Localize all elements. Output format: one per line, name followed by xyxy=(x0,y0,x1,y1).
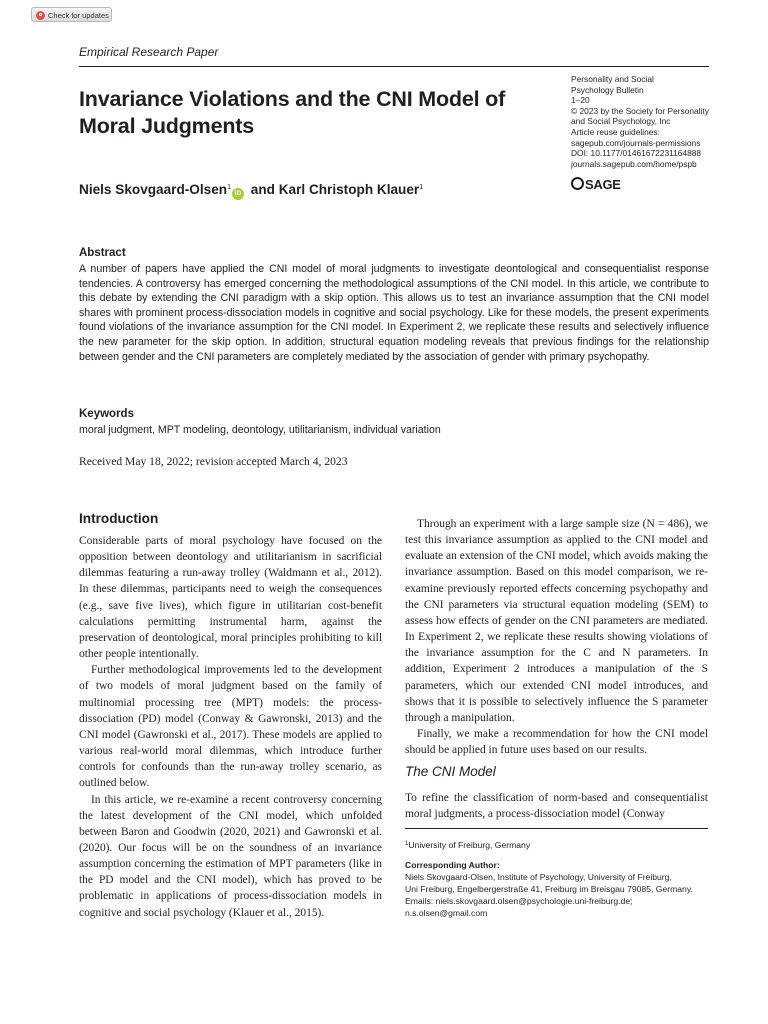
paragraph: In this article, we re-examine a recent controversy concerning the latest development of the CNI model, which unfolded between Baron and Goodwin (2020, 2021) and Gawronski et al. (2020). Our focus will be on the soundness of an invariance assumption concerning the estimation of MPT parameters (like in the PD model and the CNI model), which has proved to be problematic in applications of process-dissociation models in cognitive and social psychology (Klauer et al., 2015). xyxy=(79,793,382,919)
journal-info-line: © 2023 by the Society for Personality xyxy=(571,105,709,116)
journal-info-line: Article reuse guidelines: xyxy=(571,126,660,137)
author-list xyxy=(79,182,423,200)
orcid-icon[interactable]: iD xyxy=(232,188,244,200)
journal-reuse-link[interactable]: sagepub.com/journals-permissions xyxy=(571,137,701,148)
affiliation-footnote xyxy=(405,838,725,851)
doi-link[interactable]: DOI: 10.1177/01461672231164888 xyxy=(571,148,702,159)
journal-info-line: and Social Psychology, Inc xyxy=(571,116,671,127)
paragraph: Through an experiment with a large sample size (N = 486), we test this invariance assumption as applied to the CNI model and evaluate an extension of the CNI model, which avoids making the invariance assumption. Based on this model comparison, we re-examine previously reported effects concerning psychopathy and the CNI parameters via structural equation modeling (SEM) to assess how effects of gender on the CNI parameters are mediated. In Experiment 2, we replicate these results showing violations of the invariance assumption for the C and N parameters. In addition, Experiment 2 introduces a manipulation of the S parameters, which our extended CNI model introduces, and shows that it is possible to selectively influence the S parameter through a manipulation. xyxy=(405,518,708,724)
cni-model-text xyxy=(405,790,708,822)
corresponding-author-line: Niels Skovgaard-Olsen, Institute of Psychology, University of Freiburg, xyxy=(405,872,672,882)
corresponding-author-heading: Corresponding Author: xyxy=(405,860,500,870)
right-column xyxy=(405,516,708,758)
section-label: Empirical Research Paper xyxy=(79,45,219,59)
author-name: Niels Skovgaard-Olsen xyxy=(79,182,228,197)
publisher-name: SAGE xyxy=(585,177,621,192)
paper-title: Invariance Violations and the CNI Model of Moral Judgments xyxy=(79,87,506,138)
cni-model-heading: The CNI Model xyxy=(405,764,496,779)
paragraph: Considerable parts of moral psychology have focused on the opposition between deontology and utilitarianism in sacrificial dilemmas featuring a run-away trolley (Waldmann et al., 2012). In these dilemmas, participants need to weigh the consequences (e.g., save five lives), which figure in utilitarian cost-benefit calculations permitting instrumental harm, against the preservation of deontological, moral principles prohibiting to kill other people intentionally. xyxy=(79,535,382,661)
received-dates: Received May 18, 2022; revision accepted March 4, 2023 xyxy=(79,455,348,468)
corresponding-author-line: Uni Freiburg, Engelbergerstraße 41, Freiburg im Breisgau 79085, Germany. xyxy=(405,884,693,894)
affiliation-marker: 1 xyxy=(419,184,424,191)
journal-info-line: Personality and Social xyxy=(571,74,654,84)
corresponding-author-email[interactable]: Emails: niels.skovgaard.olsen@psychologie.uni-freiburg.de; xyxy=(405,896,633,906)
journal-info-line: Psychology Bulletin xyxy=(571,84,644,95)
abstract-text: A number of papers have applied the CNI model of moral judgments to investigate deontological and consequentialist response tendencies. A controversy has emerged concerning the methodological assumptions of the CNI model. In this article, we contribute to this debate by extending the CNI paradigm with a skip option. This allows us to test an invariance assumption that the CNI model shares with prominent process-dissociation models in cognitive and social psychology. Like for these models, the present experiments found violations of the invariance assumption for the CNI model. In Experiment 2, we replicate these results and selectively influence the new parameter for the skip option. In addition, structural equation modeling reveals that previous findings for the relationship between gender and the CNI parameters are completely mediated by the association of gender with primary psychopathy. xyxy=(79,263,709,363)
abstract-heading: Abstract xyxy=(79,247,126,259)
journal-home-link[interactable]: journals.sagepub.com/home/pspb xyxy=(571,158,697,169)
footnote-divider xyxy=(405,828,708,829)
journal-info-line: 1–20 xyxy=(571,95,590,106)
publisher-logo xyxy=(571,177,621,192)
paragraph: Finally, we make a recommendation for how the CNI model should be applied in future uses based on our results. xyxy=(405,728,708,757)
check-for-updates-label: Check for updates xyxy=(48,11,109,20)
footnotes xyxy=(405,838,725,919)
check-for-updates-icon xyxy=(36,11,45,20)
author-connector: and xyxy=(250,182,275,197)
corresponding-author-email[interactable]: n.s.olsen@gmail.com xyxy=(405,908,488,918)
keywords-heading: Keywords xyxy=(79,408,134,420)
check-for-updates-button[interactable] xyxy=(31,7,112,22)
left-column xyxy=(79,533,382,921)
journal-info xyxy=(571,74,721,169)
header-divider xyxy=(79,66,709,67)
author-name: Karl Christoph Klauer xyxy=(278,182,420,197)
affiliation-text: University of Freiburg, Germany xyxy=(408,840,531,850)
affiliation-marker: 1 xyxy=(405,841,409,847)
affiliation-marker: 1 xyxy=(227,184,231,191)
sage-logo-icon xyxy=(571,177,584,190)
paragraph: To refine the classification of norm-based and consequentialist moral judgments, a process-dissociation model (Conway xyxy=(405,792,708,821)
paragraph: Further methodological improvements led to the development of two models of moral judgment based on the family of multinomial processing tree (MPT) models: the process-dissociation (PD) model (Conway & Gawronski, 2013) and the CNI model (Gawronski et al., 2017). These models are applied to various real-world moral dilemmas, which introduce further controls for confounds than the run-away trolley scenario, as outlined below. xyxy=(79,664,382,790)
introduction-heading: Introduction xyxy=(79,511,159,526)
keywords-text: moral judgment, MPT modeling, deontology, utilitarianism, individual variation xyxy=(79,424,441,436)
